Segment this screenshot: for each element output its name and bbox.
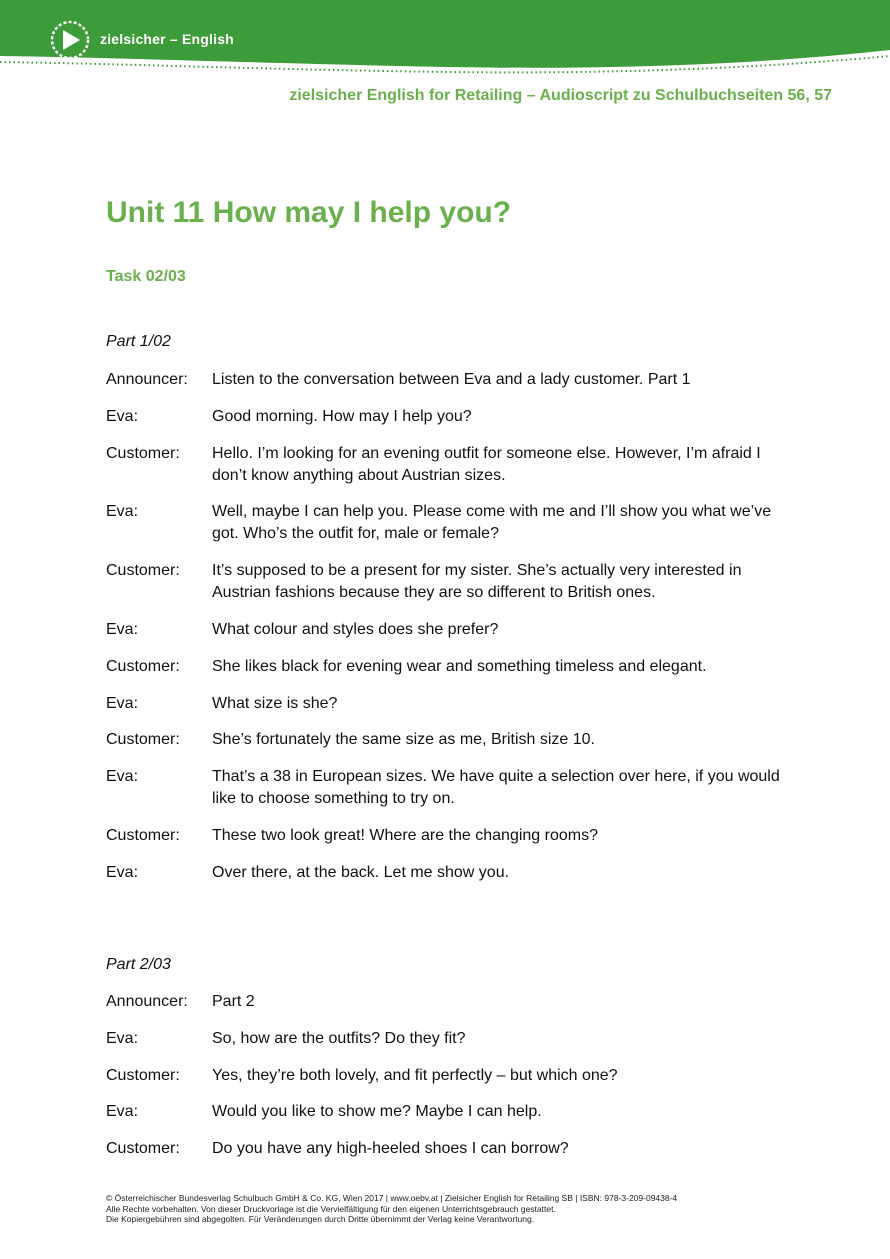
speaker: Eva: xyxy=(106,1029,139,1047)
dialogue-line xyxy=(106,862,796,884)
speaker: Eva: xyxy=(106,863,139,881)
speaker: Eva: xyxy=(106,620,139,638)
dialogue-line xyxy=(106,693,796,715)
dialogue-line xyxy=(106,443,796,487)
unit-title: Unit 11 How may I help you? xyxy=(106,196,512,229)
line-text: What size is she? xyxy=(212,694,338,712)
header-banner xyxy=(0,0,890,80)
speaker: Customer: xyxy=(106,731,180,749)
dialogue-line xyxy=(106,369,796,391)
line-text: Over there, at the back. Let me show you. xyxy=(212,863,510,881)
speaker: Announcer: xyxy=(106,371,188,388)
speaker: Eva: xyxy=(106,407,139,425)
dialogue-line xyxy=(106,1101,796,1123)
speaker: Customer: xyxy=(106,826,180,844)
brand-name: zielsicher – English xyxy=(100,31,234,47)
speaker: Customer: xyxy=(106,1066,180,1084)
line-text: Do you have any high-heeled shoes I can borrow? xyxy=(212,1140,569,1158)
line-text: It’s supposed to be a present for my sister. She’s actually very interested in Austrian fashions because they are so different to British ones. xyxy=(212,562,742,602)
line-text: Would you like to show me? Maybe I can help. xyxy=(212,1103,542,1121)
line-text: These two look great! Where are the changing rooms? xyxy=(212,826,598,844)
speaker: Customer: xyxy=(106,657,180,675)
dialogue-line xyxy=(106,406,796,428)
dialogue-line xyxy=(106,825,796,847)
line-text: That’s a 38 in European sizes. We have quite a selection over here, if you would like to choose something to try on. xyxy=(212,768,780,808)
footer-line: © Österreichischer Bundesverlag Schulbuch GmbH & Co. KG, Wien 2017 | www.oebv.at | Zielsicher English for Retailing SB | ISBN: 978-3-209-09438-4 xyxy=(106,1193,678,1203)
line-text: So, how are the outfits? Do they fit? xyxy=(212,1029,466,1047)
speaker: Customer: xyxy=(106,1140,180,1158)
dialogue-line xyxy=(106,501,796,545)
speaker: Customer: xyxy=(106,562,180,580)
footer-line: Die Kopiergebühren sind abgegolten. Für Veränderungen durch Dritte übernimmt der Verlag keine Verantwortung. xyxy=(106,1214,535,1224)
dialogue-line xyxy=(106,1138,796,1160)
line-text: What colour and styles does she prefer? xyxy=(212,620,499,638)
footer-line: Alle Rechte vorbehalten. Von dieser Druckvorlage ist die Vervielfältigung für den eigenen Unterrichtsgebrauch gestattet. xyxy=(106,1203,556,1214)
line-text: Listen to the conversation between Eva and a lady customer. Part 1 xyxy=(212,371,691,388)
part-heading: Part 1/02 xyxy=(106,333,171,350)
speaker: Eva: xyxy=(106,503,139,521)
dialogue-line xyxy=(106,1065,796,1087)
task-label: Task 02/03 xyxy=(106,268,186,285)
dialogue-part-2 xyxy=(106,991,796,1175)
dialogue-line xyxy=(106,619,796,641)
dialogue-line xyxy=(106,991,796,1013)
dialogue-line xyxy=(106,560,796,604)
speaker: Announcer: xyxy=(106,993,188,1010)
line-text: She likes black for evening wear and something timeless and elegant. xyxy=(212,657,707,675)
line-text: Part 2 xyxy=(212,993,255,1010)
dialogue-line xyxy=(106,729,796,751)
dialogue-part-1 xyxy=(106,369,796,899)
dialogue-line xyxy=(106,1028,796,1050)
line-text: Yes, they’re both lovely, and fit perfectly – but which one? xyxy=(212,1066,618,1084)
line-text: Well, maybe I can help you. Please come with me and I’ll show you what we’ve got. Who’s the outfit for, male or female? xyxy=(212,503,772,543)
line-text: She’s fortunately the same size as me, British size 10. xyxy=(212,731,595,749)
speaker: Eva: xyxy=(106,1103,139,1121)
line-text: Good morning. How may I help you? xyxy=(212,407,472,425)
speaker: Eva: xyxy=(106,694,139,712)
speaker: Eva: xyxy=(106,768,139,786)
dialogue-line xyxy=(106,766,796,810)
copyright-footer xyxy=(106,1193,677,1225)
part-heading: Part 2/03 xyxy=(106,956,171,973)
document-subtitle: zielsicher English for Retailing – Audioscript zu Schulbuchseiten 56, 57 xyxy=(289,87,832,104)
speaker: Customer: xyxy=(106,444,180,462)
dialogue-line xyxy=(106,656,796,678)
line-text: Hello. I’m looking for an evening outfit for someone else. However, I’m afraid I don’t know anything about Austrian sizes. xyxy=(212,444,761,484)
